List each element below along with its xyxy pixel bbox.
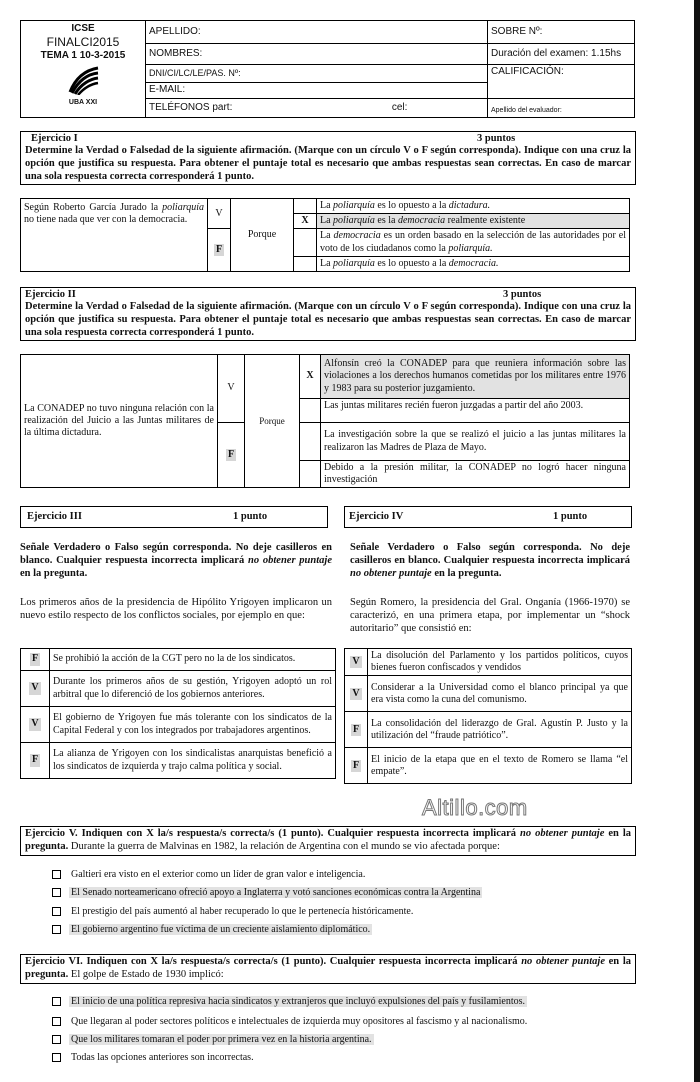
apellido-field[interactable]: APELLIDO: xyxy=(146,21,488,44)
ej1-mark-1[interactable] xyxy=(294,199,317,214)
ej2-mark-2[interactable] xyxy=(300,399,321,423)
ej5-title-a: Ejercicio V. Indiquen con X la/s respuesta/s correcta/s (1 punto). Cualquier respuesta incorrecta implicará xyxy=(25,828,521,839)
ej2-option-4[interactable]: Debido a la presión militar, la CONADEP no logró hacer ninguna investigación xyxy=(321,461,630,488)
ej5-question: Durante la guerra de Malvinas en 1982, la relación de Argentina con el mundo se vio afectada porque: xyxy=(68,840,500,852)
ej4-instructions xyxy=(350,542,630,580)
ej4-mark-3-text: F xyxy=(352,723,360,735)
ej5-title-b: no obtener puntaje xyxy=(520,828,605,839)
ej4-item-1: La disolución del Parlamento y los partidos políticos, cuyos bienes fueron confiscados y vendidos xyxy=(368,649,632,676)
ej5-option-2[interactable] xyxy=(52,887,482,899)
ej6-option-4[interactable] xyxy=(52,1052,256,1064)
ej1-porque: Porque xyxy=(231,199,294,272)
ej3-item-2: Durante los primeros años de su gestión, Yrigoyen adoptó un rol arbitral que lo diferenció de los gobiernos anteriores. xyxy=(50,671,336,707)
exam-title: ICSE xyxy=(71,23,95,34)
ej3-mark-4-text: F xyxy=(31,754,39,766)
ej3-item-4: La alianza de Yrigoyen con los sindicalistas anarquistas benefició a los sindicatos de izquierda y trajo calma política y social. xyxy=(50,743,336,779)
calificacion-field[interactable]: CALIFICACIÓN: xyxy=(488,65,635,99)
ej1-title: Ejercicio I xyxy=(31,133,78,144)
ej4-mark-2-text: V xyxy=(352,687,360,699)
ej1-header-box xyxy=(20,131,636,185)
ej2-option-1[interactable]: Alfonsín creó la CONADEP para que reuniera información sobre las violaciones a los derechos humanos cometidas por los militares entre 1976 y 1983 para su posterior juzgamiento. xyxy=(321,355,630,399)
ej4-mark-2[interactable] xyxy=(345,676,368,712)
ej4-table xyxy=(344,648,632,784)
ej1-option-1[interactable]: La poliarquía es lo opuesto a la dictadura. xyxy=(317,199,630,214)
ej3-header-box xyxy=(20,506,328,528)
ej1-mark-4[interactable] xyxy=(294,256,317,271)
ej1-v-option[interactable]: V xyxy=(208,199,231,229)
ej4-points: 1 punto xyxy=(553,511,588,522)
ej2-porque: Porque xyxy=(245,355,300,488)
ej1-points: 3 puntos xyxy=(477,133,516,144)
ej2-points: 3 puntos xyxy=(503,289,542,300)
ej6-question: El golpe de Estado de 1930 implicó: xyxy=(68,968,224,980)
ej3-mark-1[interactable] xyxy=(21,649,50,671)
ej1-f-mark: F xyxy=(215,244,223,256)
ej3-mark-2-text: V xyxy=(31,682,39,694)
ej4-item-3: La consolidación del liderazgo de Gral. Agustín P. Justo y la utilización del “fraude patriótico”. xyxy=(368,712,632,748)
ej4-mark-4-text: F xyxy=(352,759,360,771)
ej3-mark-4[interactable] xyxy=(21,743,50,779)
ej1-option-4[interactable]: La poliarquía es lo opuesto a la democracia. xyxy=(317,256,630,271)
page-edge-bar xyxy=(694,0,700,1082)
ej2-title: Ejercicio II xyxy=(25,289,76,300)
ej2-mark-1[interactable]: X xyxy=(300,355,321,399)
ej1-title-row xyxy=(25,133,631,145)
ej4-mark-1-text: V xyxy=(352,656,360,668)
ej5-header-box xyxy=(20,826,636,856)
ej6-option-1-text: El inicio de una política represiva hacia sindicatos y extranjeros que incluyó expulsiones del país y fusilamientos. xyxy=(71,996,526,1007)
ej3-intro: Los primeros años de la presidencia de Hipólito Yrigoyen implicaron un nuevo estilo respecto de los conflictos sociales, por ejemplo en que: xyxy=(20,597,332,621)
ej4-title: Ejercicio IV xyxy=(349,511,404,522)
checkbox-icon[interactable] xyxy=(52,1035,61,1044)
ej6-option-2-text: Que llegaran al poder sectores políticos e intelectuales de izquierda muy opositores al fascismo y al nacionalismo. xyxy=(71,1016,528,1027)
ej3-instructions xyxy=(20,542,332,580)
header-logo-cell xyxy=(21,21,146,118)
ej4-mark-3[interactable] xyxy=(345,712,368,748)
ej1-mark-3[interactable] xyxy=(294,229,317,256)
ej6-option-4-text: Todas las opciones anteriores son incorrectas. xyxy=(71,1052,254,1063)
checkbox-icon[interactable] xyxy=(52,870,61,879)
checkbox-icon[interactable] xyxy=(52,1053,61,1062)
ej3-item-1: Se prohibió la acción de la CGT pero no la de los sindicatos. xyxy=(50,649,336,671)
ej2-option-2[interactable]: Las juntas militares recién fueron juzgadas a partir del año 2003. xyxy=(321,399,630,423)
header-table xyxy=(20,20,635,118)
ej6-option-3[interactable] xyxy=(52,1034,374,1046)
uba-logo-icon xyxy=(66,65,100,95)
checkbox-icon[interactable] xyxy=(52,1017,61,1026)
ej3-instr-a: Señale Verdadero o Falso según corresponda. No deje casilleros en blanco. Cualquier respuesta incorrecta implicará xyxy=(20,542,332,566)
ej1-table xyxy=(20,198,630,272)
ej1-mark-2[interactable]: X xyxy=(294,214,317,229)
ej5-option-4-text: El gobierno argentino fue víctima de un creciente aislamiento diplomático. xyxy=(71,924,371,935)
ej1-option-2[interactable]: La poliarquía es la democracia realmente existente xyxy=(317,214,630,229)
ej1-statement-blank xyxy=(21,229,208,272)
ej3-instr-c: en la pregunta. xyxy=(20,567,88,579)
ej5-option-3[interactable] xyxy=(52,906,415,918)
ej1-statement-cell xyxy=(21,199,208,229)
ej6-option-2[interactable] xyxy=(52,1016,529,1028)
ej1-instructions: Determine la Verdad o Falsedad de la siguiente afirmación. (Marque con un círculo V o F según corresponda). Indique con una cruz la opción que justifica su respuesta. Para obtener el puntaje total es necesario que ambas respuestas sean correctas. En caso de marcar una sola respuesta correcta corresponderá 1 punto. xyxy=(25,145,631,182)
ej4-instr-c: en la pregunta. xyxy=(431,567,502,579)
ej1-f-option[interactable] xyxy=(208,229,231,272)
ej5-option-4[interactable] xyxy=(52,924,372,936)
ej6-title-c: en la pregunta. xyxy=(25,956,631,980)
ej2-table xyxy=(20,354,630,488)
ej4-header-box xyxy=(344,506,632,528)
ej5-title-c: en la pregunta. xyxy=(25,828,631,852)
ej4-item-4: El inicio de la etapa que en el texto de Romero se llama “el empate”. xyxy=(368,748,632,784)
telefonos-field[interactable]: TELÉFONOS part: xyxy=(146,99,352,118)
dni-field[interactable]: DNI/CI/LC/LE/PAS. Nº: xyxy=(146,65,488,83)
ej3-instr-b: no obtener puntaje xyxy=(248,554,332,566)
ej2-option-3[interactable]: La investigación sobre la que se realizó el juicio a las juntas militares la realizaron las Madres de Plaza de Mayo. xyxy=(321,423,630,461)
ej5-option-1-text: Galtieri era visto en el exterior como un líder de gran valor e inteligencia. xyxy=(71,869,366,880)
ej1-statement: Según Roberto García Jurado la poliarquía no tiene nada que ver con la democracia. xyxy=(24,201,204,225)
logo-text: UBA XXI xyxy=(68,99,98,107)
duracion-label: Duración del examen: 1.15hs xyxy=(488,44,635,65)
checkbox-icon[interactable] xyxy=(52,888,61,897)
ej3-mark-2[interactable] xyxy=(21,671,50,707)
ej3-mark-3-text: V xyxy=(31,718,39,730)
ej4-item-2: Considerar a la Universidad como el blanco principal ya que era vista como la cuna del comunismo. xyxy=(368,676,632,712)
email-field[interactable]: E-MAIL: xyxy=(146,83,488,99)
ej2-v-option[interactable]: V xyxy=(218,355,245,423)
ej2-header-box xyxy=(20,287,636,341)
ej2-statement: La CONADEP no tuvo ninguna relación con la realización del Juicio a las Juntas militares de la última dictadura. xyxy=(21,355,218,488)
ej6-option-3-text: Que los militares tomaran el poder por primera vez en la historia argentina. xyxy=(71,1034,372,1045)
cel-field[interactable]: cel: xyxy=(352,99,488,118)
exam-header xyxy=(20,20,635,118)
ej6-title-b: no obtener puntaje xyxy=(521,956,605,967)
evaluador-field[interactable]: Apellido del evaluador: xyxy=(488,99,635,118)
ej6-header-box xyxy=(20,954,636,984)
ej2-mark-3[interactable] xyxy=(300,423,321,461)
ej6-title-a: Ejercicio VI. Indiquen con X la/s respuesta/s correcta/s (1 punto). Cualquier respuesta incorrecta implicará xyxy=(25,956,522,967)
ej3-table xyxy=(20,648,336,779)
ej5-option-3-text: El prestigio del país aumentó al haber recuperado lo que le pertenecía históricamente. xyxy=(71,906,414,917)
ej2-mark-4[interactable] xyxy=(300,461,321,488)
nombres-field[interactable]: NOMBRES: xyxy=(146,44,488,65)
ej4-intro: Según Romero, la presidencia del Gral. Onganía (1966-1970) se caracterizó, en una primera etapa, por implementar un “shock autoritario” que consistió en: xyxy=(350,597,630,634)
exam-tema: TEMA 1 10-3-2015 xyxy=(40,49,126,61)
ej5-option-2-text: El Senado norteamericano ofreció apoyo a Inglaterra y votó sanciones económicas contra la Argentina xyxy=(71,887,481,898)
ej3-points: 1 punto xyxy=(233,511,268,522)
ej2-instructions: Determine la Verdad o Falsedad de la siguiente afirmación. (Marque con un círculo V o F según corresponda). Indique con una cruz la opción que justifica su respuesta. Para obtener el puntaje total es necesario que ambas respuestas sean correctas. En caso de marcar una sola respuesta correcta corresponderá 1 punto. xyxy=(25,301,631,338)
ej3-title: Ejercicio III xyxy=(27,511,82,522)
checkbox-icon[interactable] xyxy=(52,997,61,1006)
ej3-mark-3[interactable] xyxy=(21,707,50,743)
ej4-instr-a: Señale Verdadero o Falso según corresponda. No deje casilleros en blanco. Cualquier respuesta incorrecta implicará xyxy=(350,542,630,566)
checkbox-icon[interactable] xyxy=(52,907,61,916)
ej5-option-1[interactable] xyxy=(52,869,367,881)
ej2-f-option[interactable] xyxy=(218,423,245,488)
sobre-field[interactable]: SOBRE Nº: xyxy=(488,21,635,44)
exam-name: FINALCI2015 xyxy=(46,35,120,50)
ej2-f-mark: F xyxy=(227,449,235,461)
checkbox-icon[interactable] xyxy=(52,925,61,934)
ej4-mark-1[interactable] xyxy=(345,649,368,676)
ej3-item-3: El gobierno de Yrigoyen fue más tolerante con los sindicatos de la Capital Federal y con los integrados por trabajadores argentinos. xyxy=(50,707,336,743)
ej1-option-3[interactable]: La democracia es un orden basado en la selección de las autoridades por el voto de los ciudadanos como la poliarquía. xyxy=(317,229,630,256)
watermark: Altillo.com xyxy=(422,795,528,820)
ej3-mark-1-text: F xyxy=(31,653,39,665)
ej4-instr-b: no obtener puntaje xyxy=(350,567,432,579)
ej4-mark-4[interactable] xyxy=(345,748,368,784)
ej2-title-row xyxy=(25,289,631,301)
ej6-option-1[interactable] xyxy=(52,996,527,1008)
